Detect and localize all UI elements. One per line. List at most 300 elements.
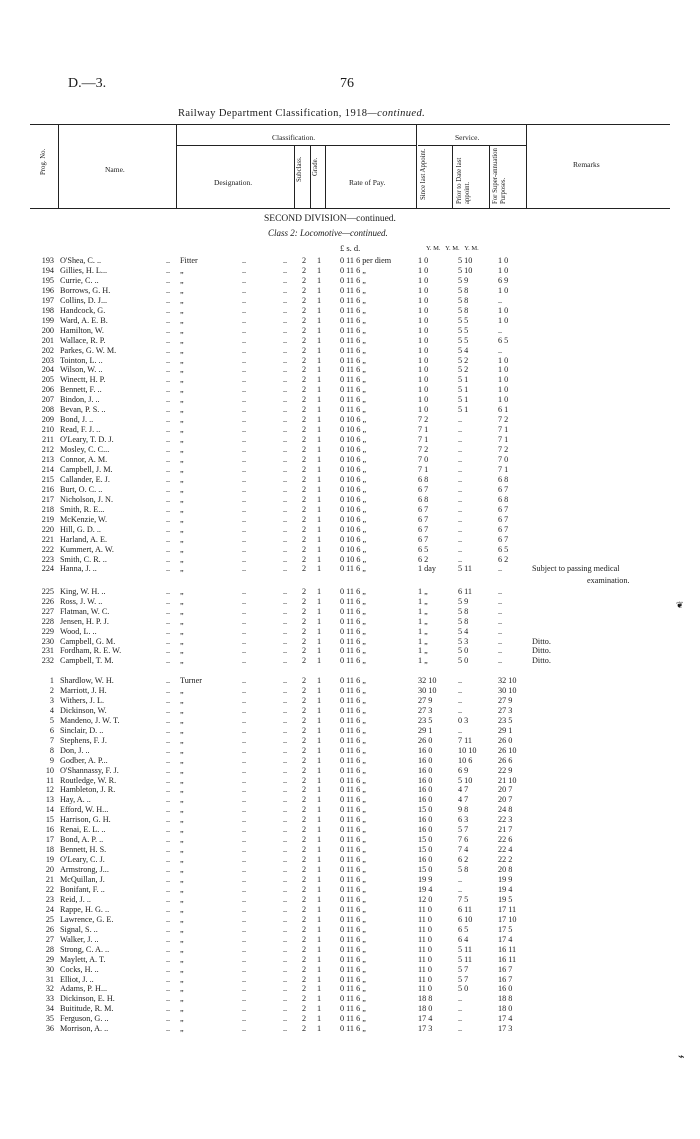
cell-designation: „: [180, 914, 184, 924]
cell-rate: 0 11 6 „: [340, 636, 366, 646]
cell-name: O'Shannassy, F. J.: [60, 765, 119, 775]
cell-prog-no: 23: [45, 894, 54, 904]
header-prog-no: Prog. No.: [40, 148, 47, 175]
cell-dots: ..: [283, 745, 288, 755]
cell-service-super: 32 10: [498, 676, 517, 685]
cell-grade: 1: [316, 656, 322, 666]
cell-grade: 1: [316, 785, 322, 795]
cell-grade: 1: [316, 435, 322, 445]
cell-prog-no: 21: [45, 875, 54, 884]
cell-service-super: 6 2: [498, 554, 509, 564]
cell-grade: 1: [316, 365, 322, 375]
cell-dots: ..: [242, 315, 247, 325]
cell-designation: „: [180, 425, 184, 435]
cell-rate: 0 11 6 „: [340, 315, 366, 325]
cell-remarks: Subject to passing medical: [532, 564, 620, 574]
cell-service-super: 6 1: [498, 405, 509, 415]
table-row: [0, 326, 700, 336]
title-suffix: —continued.: [367, 108, 426, 119]
table-row: [0, 637, 700, 647]
cell-service-since: 7 1: [418, 464, 429, 474]
header-remarks: Remarks: [573, 160, 600, 169]
cell-name: Smith, R. E...: [60, 504, 105, 514]
cell-service-super: 1 0: [498, 265, 509, 275]
cell-designation: „: [180, 1024, 184, 1034]
cell-dots: ..: [242, 395, 247, 405]
cell-subclass: 2: [301, 524, 307, 534]
cell-service-prior: ..: [458, 445, 463, 455]
cell-remarks: Ditto.: [532, 656, 551, 666]
cell-rate: 0 11 6 „: [340, 385, 366, 395]
cell-dots: ..: [283, 256, 288, 265]
cell-service-since: 1 „: [418, 587, 428, 596]
cell-dots: ..: [242, 435, 247, 445]
cell-grade: 1: [316, 335, 322, 345]
cell-service-super: 6 7: [498, 504, 509, 514]
cell-service-since: 30 10: [418, 685, 437, 695]
cell-grade: 1: [316, 474, 322, 484]
cell-dots: ..: [166, 345, 171, 355]
cell-dots: ..: [242, 944, 247, 954]
cell-service-since: 6 7: [418, 514, 429, 524]
cell-dots: ..: [283, 924, 288, 934]
cell-rate: 0 11 6 „: [340, 795, 366, 805]
cell-subclass: 2: [301, 494, 307, 504]
page-title: [178, 108, 425, 119]
cell-service-prior: 5 10: [458, 775, 473, 785]
cell-prog-no: 204: [41, 365, 54, 375]
cell-dots: ..: [283, 765, 288, 775]
cell-dots: ..: [242, 785, 247, 795]
table-row: [0, 535, 700, 545]
cell-service-prior: 5 0: [458, 646, 469, 656]
cell-name: O'Shea, C. ..: [60, 256, 102, 265]
cell-dots: ..: [166, 494, 171, 504]
cell-dots: ..: [242, 305, 247, 315]
cell-rate: 0 10 6 „: [340, 425, 367, 435]
cell-service-prior: ..: [458, 435, 463, 445]
cell-grade: 1: [316, 845, 322, 855]
cell-service-prior: ..: [458, 544, 463, 554]
cell-dots: ..: [283, 636, 288, 646]
cell-dots: ..: [166, 875, 171, 884]
class-title: [268, 228, 388, 238]
cell-subclass: 2: [301, 256, 307, 265]
cell-service-prior: ..: [458, 875, 463, 884]
cell-dots: ..: [166, 435, 171, 445]
cell-subclass: 2: [301, 994, 307, 1004]
cell-subclass: 2: [301, 385, 307, 395]
cell-name: Buititude, R. M.: [60, 1004, 114, 1014]
cell-service-since: 17 3: [418, 1024, 433, 1034]
cell-service-super: ..: [498, 626, 503, 636]
cell-dots: ..: [242, 825, 247, 835]
cell-dots: ..: [166, 934, 171, 944]
cell-service-super: 22 6: [498, 835, 513, 845]
cell-service-since: 19 4: [418, 884, 433, 894]
table-row: [0, 405, 700, 415]
cell-service-since: 1 0: [418, 275, 429, 285]
cell-dots: ..: [242, 835, 247, 845]
cell-dots: ..: [283, 415, 288, 425]
cell-name: Marriott, J. H.: [60, 685, 107, 695]
cell-service-prior: ..: [458, 1024, 463, 1034]
cell-service-super: 20 7: [498, 785, 513, 795]
cell-dots: ..: [283, 295, 288, 305]
cell-service-prior: 5 8: [458, 305, 469, 315]
cell-service-super: 21 10: [498, 775, 517, 785]
cell-prog-no: 206: [41, 385, 54, 395]
cell-prog-no: 10: [45, 765, 54, 775]
cell-designation: „: [180, 365, 184, 375]
cell-service-super: 17 4: [498, 934, 513, 944]
cell-name: Morrison, A. ..: [60, 1024, 109, 1034]
cell-dots: ..: [166, 855, 171, 865]
cell-designation: „: [180, 455, 184, 464]
cell-prog-no: 231: [41, 646, 54, 656]
cell-service-since: 1 „: [418, 646, 428, 656]
cell-grade: 1: [316, 735, 322, 745]
cell-dots: ..: [283, 626, 288, 636]
cell-name: Hamilton, W.: [60, 325, 104, 335]
cell-grade: 1: [316, 994, 322, 1004]
cell-grade: 1: [316, 315, 322, 325]
cell-dots: ..: [283, 875, 288, 884]
cell-rate: 0 11 6 „: [340, 875, 366, 884]
cell-grade: 1: [316, 924, 322, 934]
cell-subclass: 2: [301, 735, 307, 745]
cell-name: Armstrong, J...: [60, 865, 109, 875]
cell-service-prior: 6 11: [458, 587, 473, 596]
cell-subclass: 2: [301, 474, 307, 484]
cell-designation: „: [180, 1014, 184, 1024]
cell-service-super: 17 11: [498, 904, 517, 914]
cell-service-super: 19 4: [498, 884, 513, 894]
cell-rate: 0 11 6 „: [340, 894, 366, 904]
cell-prog-no: 24: [45, 904, 54, 914]
cell-dots: ..: [166, 455, 171, 464]
cell-rate: 0 11 6 „: [340, 1024, 366, 1034]
cell-dots: ..: [242, 685, 247, 695]
cell-dots: ..: [166, 805, 171, 815]
cell-service-super: ..: [498, 656, 503, 666]
cell-service-super: ..: [498, 564, 503, 574]
cell-service-since: 6 7: [418, 484, 429, 494]
cell-name: Mandeno, J. W. T.: [60, 715, 120, 725]
cell-subclass: 2: [301, 405, 307, 415]
cell-dots: ..: [283, 944, 288, 954]
cell-rate: 0 11 6 „: [340, 345, 366, 355]
cell-prog-no: 6: [49, 725, 54, 735]
cell-designation: „: [180, 805, 184, 815]
table-row: [0, 375, 700, 385]
cell-service-super: 17 3: [498, 1024, 513, 1034]
table-row: [0, 545, 700, 555]
cell-grade: 1: [316, 305, 322, 315]
cell-grade: 1: [316, 405, 322, 415]
cell-dots: ..: [166, 755, 171, 765]
cell-name: Wilson, W. ..: [60, 365, 103, 375]
cell-service-super: 6 7: [498, 484, 509, 494]
cell-service-since: 7 1: [418, 435, 429, 445]
cell-service-prior: 7 6: [458, 835, 469, 845]
cell-prog-no: 220: [41, 524, 54, 534]
cell-rate: 0 11 6 „: [340, 984, 366, 994]
cell-grade: 1: [316, 705, 322, 715]
cell-name: Bonifant, F. ..: [60, 884, 105, 894]
cell-grade: 1: [316, 596, 322, 606]
cell-dots: ..: [242, 345, 247, 355]
cell-service-super: 18 0: [498, 1004, 513, 1014]
cell-subclass: 2: [301, 425, 307, 435]
cell-rate: 0 11 6 „: [340, 325, 366, 335]
cell-dots: ..: [242, 626, 247, 636]
cell-service-since: 6 2: [418, 554, 429, 564]
cell-prog-no: 199: [41, 315, 54, 325]
cell-dots: ..: [242, 924, 247, 934]
cell-service-since: 6 7: [418, 524, 429, 534]
table-row: [0, 955, 700, 965]
cell-service-super: 19 5: [498, 894, 513, 904]
table-row: [0, 795, 700, 805]
cell-service-since: 18 8: [418, 994, 433, 1004]
cell-dots: ..: [242, 474, 247, 484]
cell-service-prior: 5 8: [458, 295, 469, 305]
cell-prog-no: 18: [45, 845, 54, 855]
cell-designation: „: [180, 445, 184, 455]
cell-dots: ..: [242, 524, 247, 534]
table-row: [0, 815, 700, 825]
cell-rate: 0 11 6 „: [340, 785, 366, 795]
cell-grade: 1: [316, 385, 322, 395]
cell-subclass: 2: [301, 514, 307, 524]
cell-subclass: 2: [301, 1024, 307, 1034]
cell-rate: 0 11 6 „: [340, 964, 366, 974]
cell-service-prior: 6 10: [458, 914, 473, 924]
cell-dots: ..: [242, 256, 247, 265]
cell-service-super: 22 3: [498, 815, 513, 825]
cell-dots: ..: [242, 484, 247, 494]
cell-dots: ..: [242, 715, 247, 725]
cell-grade: 1: [316, 256, 322, 265]
cell-dots: ..: [283, 934, 288, 944]
cell-dots: ..: [283, 315, 288, 325]
cell-service-since: 11 0: [418, 974, 433, 984]
cell-name: Kummert, A. W.: [60, 544, 114, 554]
header-name: Name.: [105, 165, 125, 174]
cell-subclass: 2: [301, 785, 307, 795]
cell-service-since: 6 7: [418, 504, 429, 514]
cell-dots: ..: [242, 676, 247, 685]
cell-dots: ..: [283, 504, 288, 514]
cell-service-prior: 5 7: [458, 974, 469, 984]
cell-dots: ..: [166, 484, 171, 494]
cell-rate: 0 11 6 „: [340, 994, 366, 1004]
cell-name: Bond, J. ..: [60, 415, 94, 425]
cell-dots: ..: [166, 785, 171, 795]
cell-grade: 1: [316, 494, 322, 504]
cell-service-super: 1 0: [498, 375, 509, 385]
cell-grade: 1: [316, 775, 322, 785]
cell-name: King, W. H. ..: [60, 587, 106, 596]
cell-rate: 0 10 6 „: [340, 484, 367, 494]
table-row: [0, 385, 700, 395]
cell-dots: ..: [242, 325, 247, 335]
cell-dots: ..: [283, 554, 288, 564]
cell-designation: „: [180, 924, 184, 934]
cell-service-since: 26 0: [418, 735, 433, 745]
cell-prog-no: 25: [45, 914, 54, 924]
cell-dots: ..: [166, 395, 171, 405]
cell-dots: ..: [242, 656, 247, 666]
cell-service-since: 27 3: [418, 705, 433, 715]
cell-name: Stephens, F. J.: [60, 735, 107, 745]
cell-subclass: 2: [301, 755, 307, 765]
cell-service-super: 6 8: [498, 494, 509, 504]
cell-service-super: 20 7: [498, 795, 513, 805]
cell-rate: 0 11 6 „: [340, 825, 366, 835]
cell-service-prior: 5 11: [458, 944, 473, 954]
table-row: [0, 805, 700, 815]
cell-designation: „: [180, 875, 184, 884]
cell-dots: ..: [242, 815, 247, 825]
cell-designation: „: [180, 894, 184, 904]
cell-designation: „: [180, 865, 184, 875]
cell-rate: 0 11 6 „: [340, 974, 366, 984]
title-main: Railway Department Classification, 1918: [178, 108, 368, 119]
cell-service-super: ..: [498, 646, 503, 656]
cell-service-since: 11 0: [418, 934, 433, 944]
cell-service-prior: ..: [458, 494, 463, 504]
cell-rate: 0 11 6 „: [340, 606, 366, 616]
table-row: [0, 646, 700, 656]
cell-grade: 1: [316, 646, 322, 656]
cell-service-super: 26 10: [498, 745, 517, 755]
cell-dots: ..: [283, 355, 288, 365]
table-row: [0, 607, 700, 617]
cell-service-super: ..: [498, 636, 503, 646]
cell-dots: ..: [166, 636, 171, 646]
cell-dots: ..: [242, 904, 247, 914]
cell-rate: 0 11 6 „: [340, 335, 366, 345]
cell-dots: ..: [166, 534, 171, 544]
cell-dots: ..: [166, 626, 171, 636]
cell-dots: ..: [283, 395, 288, 405]
cell-dots: ..: [283, 564, 288, 574]
cell-subclass: 2: [301, 455, 307, 464]
cell-subclass: 2: [301, 715, 307, 725]
table-row: [0, 776, 700, 786]
table-row: [0, 276, 700, 286]
cell-dots: ..: [283, 705, 288, 715]
cell-dots: ..: [283, 1004, 288, 1014]
cell-dots: ..: [242, 335, 247, 345]
table-row: [0, 756, 700, 766]
cell-subclass: 2: [301, 884, 307, 894]
cell-designation: „: [180, 695, 184, 705]
cell-service-since: 1 0: [418, 265, 429, 275]
cell-subclass: 2: [301, 825, 307, 835]
cell-designation: „: [180, 984, 184, 994]
cell-service-prior: 4 7: [458, 795, 469, 805]
cell-designation: „: [180, 954, 184, 964]
cell-service-super: 1 0: [498, 256, 509, 265]
cell-subclass: 2: [301, 1014, 307, 1024]
cell-dots: ..: [283, 904, 288, 914]
table-row: [0, 336, 700, 346]
cell-rate: 0 11 6 „: [340, 656, 366, 666]
cell-service-since: 1 „: [418, 626, 428, 636]
cell-grade: 1: [316, 795, 322, 805]
cell-dots: ..: [166, 596, 171, 606]
cell-name: Adams, P. H...: [60, 984, 108, 994]
cell-dots: ..: [166, 305, 171, 315]
cell-service-super: 18 8: [498, 994, 513, 1004]
cell-service-since: 1 0: [418, 285, 429, 295]
cell-service-since: 1 0: [418, 315, 429, 325]
cell-service-prior: 5 10: [458, 256, 473, 265]
cell-grade: 1: [316, 835, 322, 845]
cell-dots: ..: [166, 735, 171, 745]
cell-service-since: 7 2: [418, 445, 429, 455]
cell-designation: „: [180, 375, 184, 385]
cell-dots: ..: [283, 325, 288, 335]
cell-designation: „: [180, 335, 184, 345]
cell-dots: ..: [283, 524, 288, 534]
cell-subclass: 2: [301, 855, 307, 865]
cell-dots: ..: [242, 554, 247, 564]
header-service: Service.: [455, 133, 480, 142]
cell-service-since: 17 4: [418, 1014, 433, 1024]
cell-name: Hanna, J. ..: [60, 564, 97, 574]
cell-name: Lawrence, G. E.: [60, 914, 114, 924]
cell-service-prior: 5 1: [458, 395, 469, 405]
cell-name: Sinclair, D. ..: [60, 725, 104, 735]
cell-dots: ..: [166, 564, 171, 574]
cell-prog-no: 198: [41, 305, 54, 315]
cell-designation: Fitter: [180, 256, 198, 265]
cell-designation: „: [180, 685, 184, 695]
cell-designation: „: [180, 315, 184, 325]
cell-subclass: 2: [301, 345, 307, 355]
cell-service-super: 21 7: [498, 825, 513, 835]
cell-name: Campbell, T. M.: [60, 656, 114, 666]
cell-grade: 1: [316, 934, 322, 944]
cell-subclass: 2: [301, 954, 307, 964]
cell-grade: 1: [316, 914, 322, 924]
cell-name: Handcock, G.: [60, 305, 106, 315]
cell-service-super: ..: [498, 596, 503, 606]
cell-subclass: 2: [301, 875, 307, 884]
cell-dots: ..: [242, 636, 247, 646]
cell-service-prior: ..: [458, 484, 463, 494]
table-row: [0, 1004, 700, 1014]
cell-dots: ..: [242, 295, 247, 305]
cell-grade: 1: [316, 544, 322, 554]
cell-dots: ..: [166, 385, 171, 395]
cell-dots: ..: [242, 775, 247, 785]
cell-dots: ..: [242, 1004, 247, 1014]
cell-service-since: 1 0: [418, 365, 429, 375]
cell-prog-no: 30: [45, 964, 54, 974]
cell-rate: 0 11 6 „: [340, 924, 366, 934]
cell-grade: 1: [316, 534, 322, 544]
cell-service-super: 1 0: [498, 395, 509, 405]
cell-subclass: 2: [301, 596, 307, 606]
cell-designation: „: [180, 974, 184, 984]
table-row: [0, 965, 700, 975]
cell-grade: 1: [316, 524, 322, 534]
